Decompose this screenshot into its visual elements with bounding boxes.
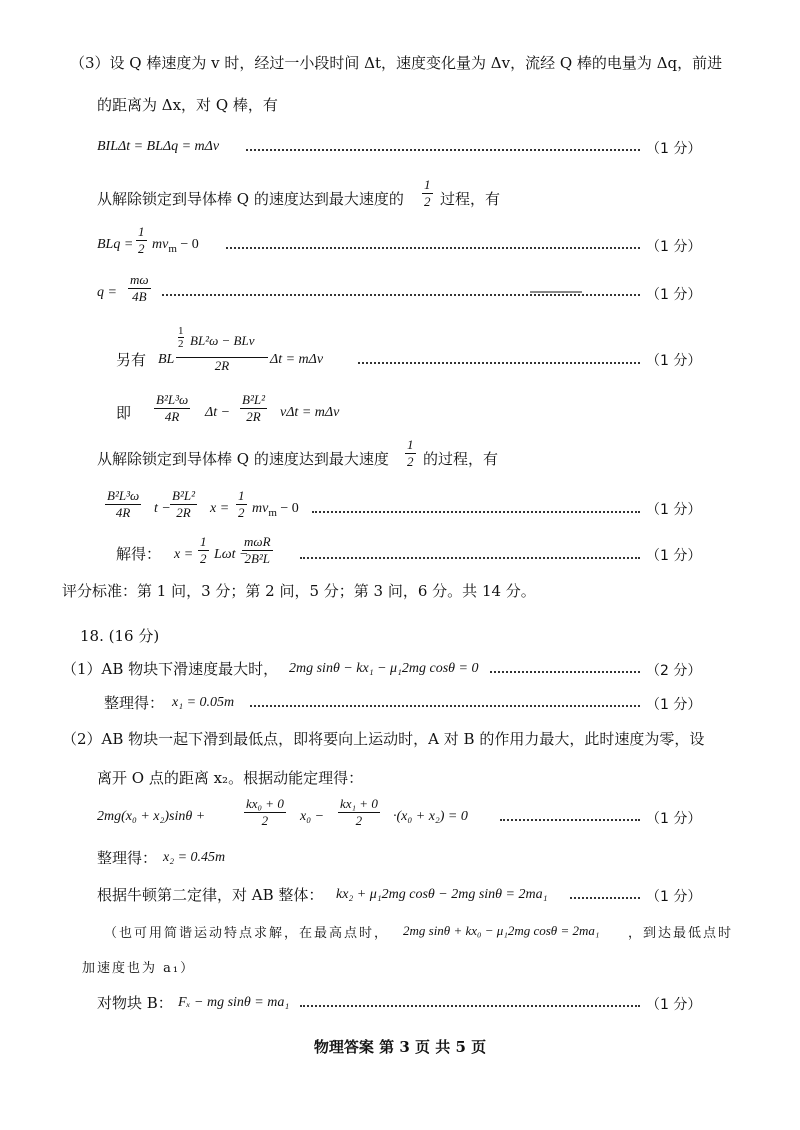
- q18-p2-eq-a: 2mg(x₀ + x₂)sinθ +: [97, 809, 206, 824]
- frac-kx1: kx₁ + 0 2: [340, 796, 378, 828]
- p3-line1: （3）设 Q 棒速度为 v 时，经过一小段时间 Δt，速度变化量为 Δv，流经 Q 棒的电量为 Δq，前进: [70, 54, 723, 72]
- frac-eq6b: B²L² 2R: [172, 488, 195, 520]
- q18-p3-text: 根据牛顿第二定律，对 AB 整体：: [97, 886, 324, 904]
- frac-eq6a: B²L³ω 4R: [107, 488, 140, 520]
- score-1: （1 分）: [646, 548, 702, 564]
- score-1: （1 分）: [646, 997, 702, 1013]
- grading-standard: 评分标准：第 1 问，3 分；第 2 问，5 分；第 3 问，6 分。共 14 分。: [62, 582, 536, 600]
- leader: [490, 671, 640, 673]
- eq7-mid: Lωt −: [214, 547, 249, 562]
- score-1: （1 分）: [646, 287, 702, 303]
- leader: [358, 362, 640, 364]
- leader: [250, 705, 640, 707]
- eq6-mid: t −: [154, 501, 171, 516]
- leader: [570, 897, 640, 899]
- leader: [500, 819, 640, 821]
- leader: [300, 1005, 640, 1007]
- frac-eq5b: B²L² 2R: [242, 392, 265, 424]
- eq5-mid: Δt −: [205, 405, 231, 420]
- eq2-left: BLq =: [97, 237, 134, 252]
- eq5-tail: vΔt = mΔv: [280, 405, 340, 420]
- solve-label: 解得：: [116, 545, 162, 563]
- q18-p2b-label: 整理得：: [97, 849, 158, 867]
- score-1: （1 分）: [646, 811, 702, 827]
- text-half2-end: 的过程，有: [423, 450, 499, 468]
- q18-p2-eq-b: x₀ −: [300, 809, 325, 824]
- eq6-mid2: x =: [210, 501, 230, 516]
- text-half1-end: 过程，有: [440, 190, 501, 208]
- leader: [246, 149, 640, 151]
- eq3-left: q =: [97, 285, 117, 300]
- frac-kx0: kx₀ + 0 2: [246, 796, 284, 828]
- leader: [300, 557, 640, 559]
- q18-header: 18. (16 分): [80, 627, 160, 645]
- scan-mark: [530, 291, 582, 293]
- note-text-b: ，到达最低点时: [628, 926, 734, 941]
- frac-eq7: mωR 2B²L: [244, 534, 271, 566]
- eq1: BILΔt = BLΔq = mΔv: [97, 139, 220, 154]
- score-1: （1 分）: [646, 697, 702, 713]
- score-1: （1 分）: [646, 239, 702, 255]
- leader: [312, 511, 640, 513]
- q18-p1-eq: 2mg sinθ − kx₁ − μ₁2mg cosθ = 0: [289, 661, 479, 676]
- score-2: （2 分）: [646, 663, 702, 679]
- q18-p4-eq: Fₓ − mg sinθ = ma₁: [178, 995, 290, 1010]
- also-label: 另有: [116, 351, 147, 369]
- q18-p4-text: 对物块 B：: [97, 994, 173, 1012]
- frac-eq5a: B²L³ω 4R: [156, 392, 189, 424]
- note-eq: 2mg sinθ + kx₀ − μ₁2mg cosθ = 2ma₁: [403, 923, 600, 938]
- q18-p2-eq-c: ·(x₀ + x₂) = 0: [393, 809, 468, 824]
- text-half2: 从解除锁定到导体棒 Q 的速度达到最大速度: [97, 450, 389, 468]
- frac-eq4: 1 2 BL²ω − BLv 2R: [176, 326, 268, 373]
- note-line2: 加速度也为 a₁）: [82, 961, 196, 976]
- eq6-tail: $mv_m - 0$: [252, 501, 299, 519]
- q18-p1b-eq: x₁ = 0.05m: [172, 695, 235, 710]
- q18-p1b-label: 整理得：: [104, 694, 165, 712]
- leader: [226, 247, 640, 249]
- frac-half: 1 2: [407, 437, 414, 469]
- frac-half: 1 2: [200, 534, 207, 566]
- score-1: （1 分）: [646, 889, 702, 905]
- eq2-right: $mv_m - 0$: [152, 237, 199, 255]
- score-1: （1 分）: [646, 353, 702, 369]
- p3-line2: 的距离为 Δx，对 Q 棒，有: [97, 96, 278, 114]
- eq4-prefix: BL: [158, 352, 175, 367]
- leader: [162, 294, 640, 296]
- page-footer: 物理答案 第 3 页 共 5 页: [313, 1038, 487, 1056]
- text-half1: 从解除锁定到导体棒 Q 的速度达到最大速度的: [97, 190, 404, 208]
- frac-half: 1 2: [238, 488, 245, 520]
- q18-p3-eq: kx₂ + μ₁2mg cosθ − 2mg sinθ = 2ma₁: [336, 887, 548, 902]
- frac-q: mω 4B: [130, 272, 149, 304]
- note-text-a: （也可用简谐运动特点求解，在最高点时，: [104, 926, 390, 941]
- score-1: （1 分）: [646, 502, 702, 518]
- ji-label: 即: [116, 404, 132, 422]
- q18-p2b-eq: x₂ = 0.45m: [163, 850, 226, 865]
- q18-p2-line1: （2）AB 物块一起下滑到最低点，即将要向上运动时，A 对 B 的作用力最大，此时速度为零，设: [62, 730, 705, 748]
- frac-half: 1 2: [424, 177, 431, 209]
- frac-half: 1 2: [138, 224, 145, 256]
- eq4-tail: Δt = mΔv: [270, 352, 324, 367]
- q18-p1-text: （1）AB 物块下滑速度最大时，: [62, 660, 279, 678]
- score-1: （1 分）: [646, 141, 702, 157]
- eq7-left: x =: [174, 547, 194, 562]
- q18-p2-line2: 离开 O 点的距离 x₂。根据动能定理得：: [97, 769, 364, 787]
